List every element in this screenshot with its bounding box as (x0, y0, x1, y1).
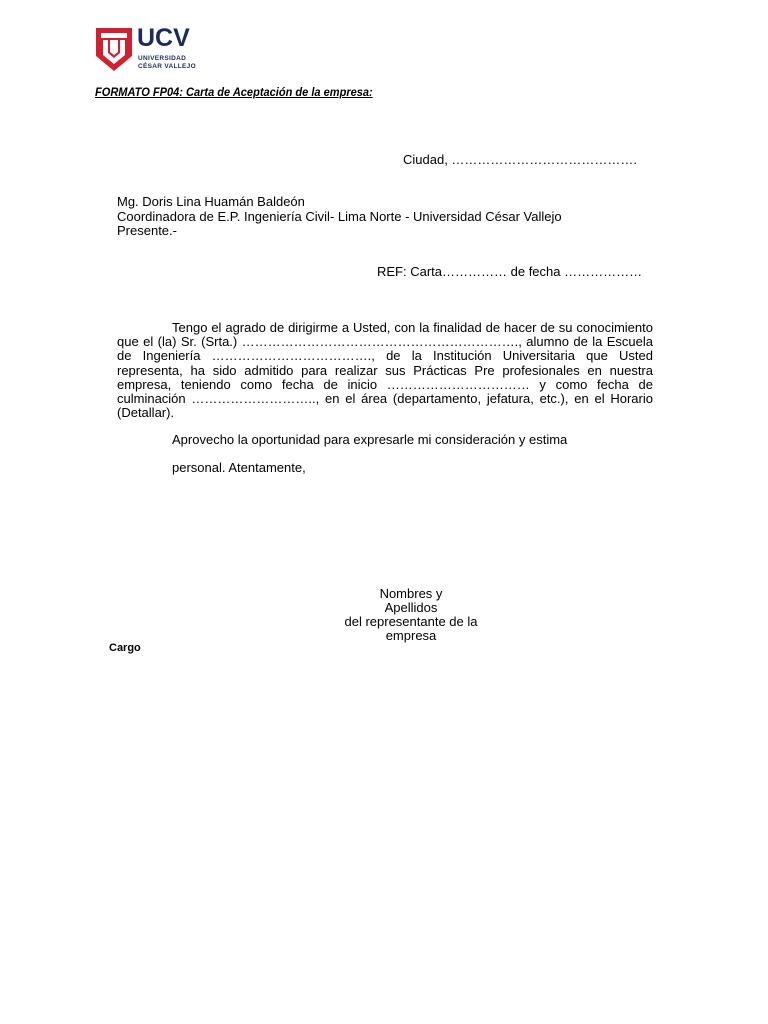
signature-line-1: Nombres y (379, 586, 443, 601)
cargo-label: Cargo (109, 642, 141, 654)
logo-subtitle-line1: UNIVERSIDAD (138, 55, 187, 62)
body-paragraph-1: Tengo el agrado de dirigirme a Usted, con la finalidad de hacer de su conocimiento que el (la) Sr. (Srta.) ………………………………………………………., alumno de la Escuela de Ingeniería ………………………………., de la Institución Universitaria que Usted representa, ha sido admitido para realizar sus Prácticas Pre profesionales en nuestra empresa, teniendo como fecha de inicio …………………………… y como fecha de culminación ……………………….., en el área (departamento, jefatura, etc.), en el Horario (Detallar). (117, 320, 653, 421)
ucv-logo (95, 26, 195, 74)
recipient-block (117, 195, 562, 239)
signature-line-3: del representante de la (344, 614, 478, 629)
ucv-shield-icon (95, 26, 133, 72)
signature-line-2: Apellidos (384, 600, 438, 615)
recipient-closing: Presente.- (117, 223, 177, 238)
signature-line-4: empresa (385, 628, 437, 643)
recipient-role: Coordinadora de E.P. Ingeniería Civil- Lima Norte - Universidad César Vallejo (117, 208, 562, 224)
format-title: FORMATO FP04: Carta de Aceptación de la empresa: (95, 85, 373, 99)
body-paragraph-3: personal. Atentamente, (172, 460, 306, 475)
city-line: Ciudad, ……………………………………. (403, 152, 638, 167)
signature-block (311, 587, 511, 643)
body-paragraph-2: Aprovecho la oportunidad para expresarle mi consideración y estima (172, 432, 568, 447)
logo-brand-text: UCV (137, 24, 190, 52)
reference-line: REF: Carta…………… de fecha ……………… (377, 264, 643, 279)
logo-subtitle-line2: CÉSAR VALLEJO (138, 63, 196, 70)
recipient-name: Mg. Doris Lina Huamán Baldeón (117, 194, 305, 209)
